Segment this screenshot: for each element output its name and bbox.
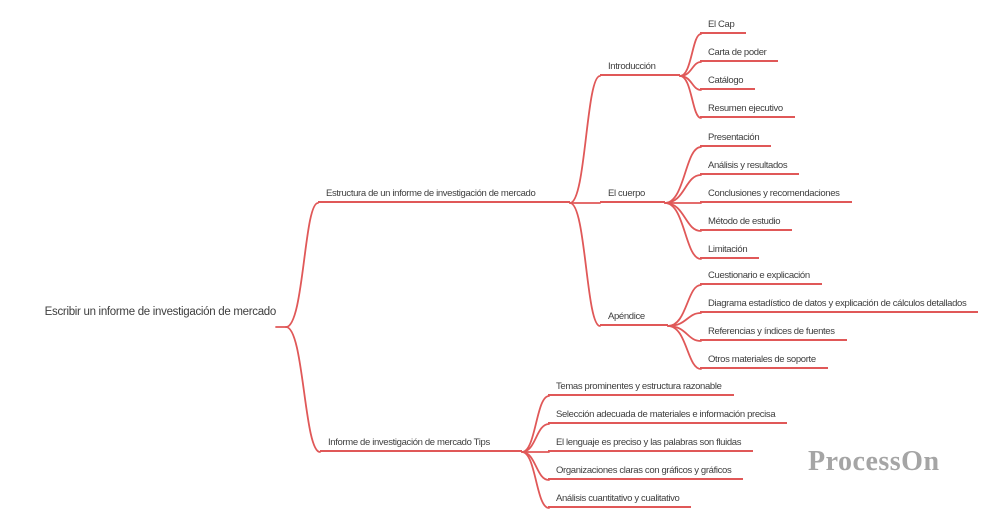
topic-node-apendice[interactable]: Apéndice (600, 311, 668, 326)
leaf-node-seleccion-adecuada[interactable]: Selección adecuada de materiales e información precisa (548, 409, 787, 424)
leaf-node-referencias[interactable]: Referencias y índices de fuentes (700, 326, 847, 341)
connector (522, 452, 549, 508)
leaf-node-analisis-cuantitativo[interactable]: Análisis cuantitativo y cualitativo (548, 493, 691, 508)
processon-watermark: ProcessOn (808, 446, 940, 477)
topic-node-introduccion[interactable]: Introducción (600, 61, 680, 76)
leaf-node-limitacion[interactable]: Limitación (700, 244, 759, 259)
leaf-node-catalogo[interactable]: Catálogo (700, 75, 755, 90)
leaf-node-conclusiones-y-recomendaciones[interactable]: Conclusiones y recomendaciones (700, 188, 852, 203)
connector (570, 203, 600, 326)
leaf-node-cuestionario[interactable]: Cuestionario e explicación (700, 270, 822, 285)
leaf-node-otros-materiales[interactable]: Otros materiales de soporte (700, 354, 828, 369)
root-node[interactable]: Escribir un informe de investigación de mercado (44, 306, 276, 318)
connector (668, 326, 701, 341)
connector (286, 327, 320, 452)
leaf-node-organizaciones-claras[interactable]: Organizaciones claras con gráficos y gráficos (548, 465, 743, 480)
topic-node-el-cuerpo[interactable]: El cuerpo (600, 188, 665, 203)
leaf-node-metodo-de-estudio[interactable]: Método de estudio (700, 216, 792, 231)
connector (570, 76, 600, 203)
branch-node-estructura[interactable]: Estructura de un informe de investigación de mercado (318, 188, 570, 203)
leaf-node-temas-prominentes[interactable]: Temas prominentes y estructura razonable (548, 381, 734, 396)
leaf-node-carta-de-poder[interactable]: Carta de poder (700, 47, 778, 62)
leaf-node-resumen-ejecutivo[interactable]: Resumen ejecutivo (700, 103, 795, 118)
leaf-node-el-cap[interactable]: El Cap (700, 19, 746, 34)
connector (665, 147, 701, 203)
leaf-node-lenguaje-preciso[interactable]: El lenguaje es preciso y las palabras son fluidas (548, 437, 753, 452)
connector (665, 203, 701, 259)
leaf-node-diagrama-estadistico[interactable]: Diagrama estadístico de datos y explicación de cálculos detallados (700, 298, 978, 313)
leaf-node-presentacion[interactable]: Presentación (700, 132, 771, 147)
branch-node-tips[interactable]: Informe de investigación de mercado Tips (320, 437, 522, 452)
connector (522, 396, 549, 452)
connector (286, 203, 318, 327)
leaf-node-analisis-y-resultados[interactable]: Análisis y resultados (700, 160, 799, 175)
